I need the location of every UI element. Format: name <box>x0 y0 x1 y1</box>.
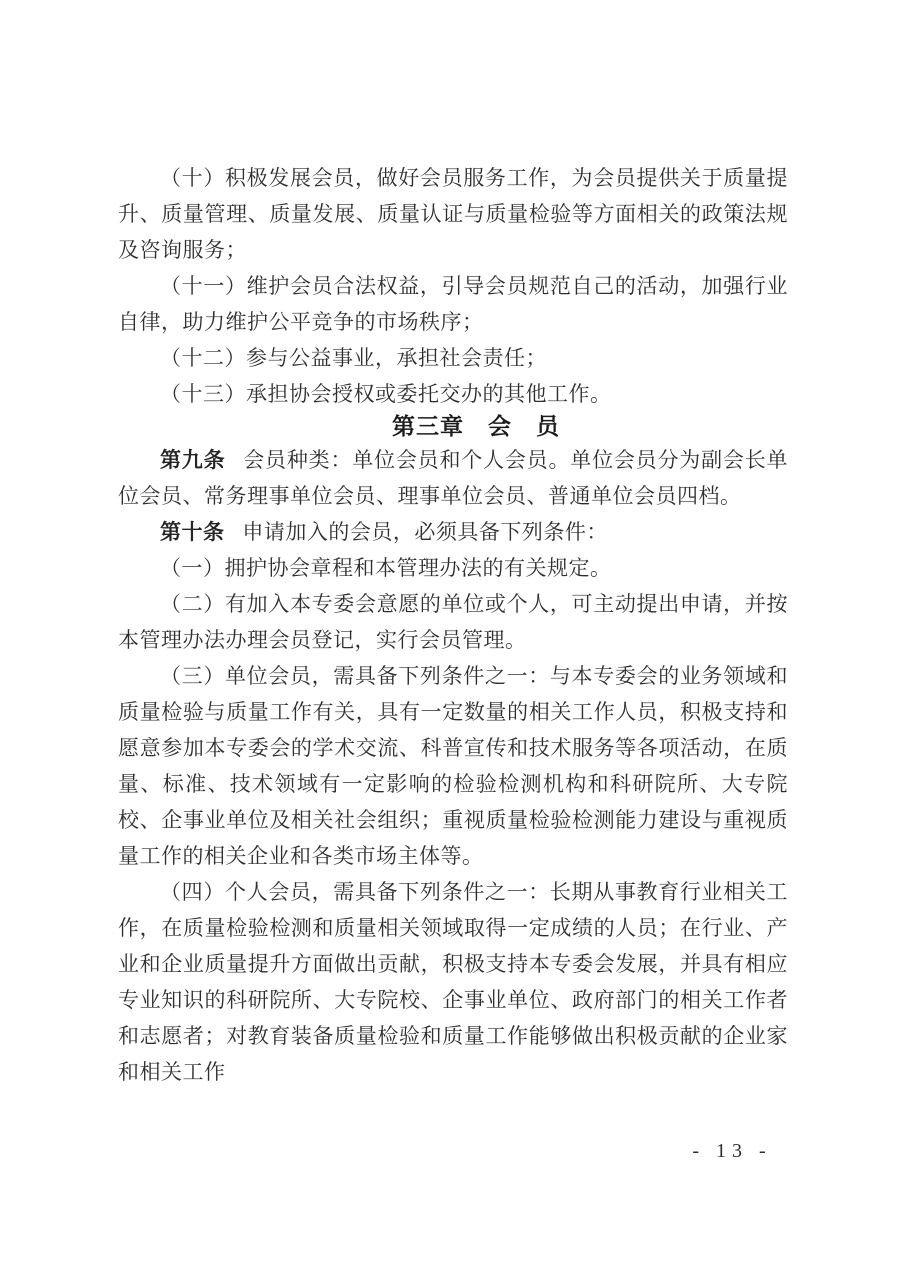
chapter-heading: 第三章 会 员 <box>392 414 560 439</box>
clause-item-12: （十二）参与公益事业，承担社会责任； <box>160 346 547 370</box>
condition-item-2: （二）有加入本专委会意愿的单位或个人，可主动提出申请，并按本管理办法办理会员登记，实行会员管理。 <box>118 592 788 652</box>
article-9-label: 第九条 <box>160 448 226 472</box>
clause-item-11: （十一）维护会员合法权益，引导会员规范自己的活动，加强行业自律，助力维护公平竞争的市场秩序； <box>118 274 788 334</box>
page-number: - 13 - <box>692 1140 772 1162</box>
condition-item-4: （四）个人会员，需具备下列条件之一：长期从事教育行业相关工作，在质量检验检测和质量相关领域取得一定成绩的人员；在行业、产业和企业质量提升方面做出贡献，积极支持本专委会发展，并具有相应专业知识的科研院所、大专院校、企事业单位、政府部门的相关工作者和志愿者；对教育装备质量检验和质量工作能够做出积极贡献的企业家和相关工作 <box>118 880 788 1084</box>
document-content <box>118 160 788 1090</box>
article-10-label: 第十条 <box>160 520 225 544</box>
clause-item-13: （十三）承担协会授权或委托交办的其他工作。 <box>160 382 612 406</box>
clause-item-10: （十）积极发展会员，做好会员服务工作，为会员提供关于质量提升、质量管理、质量发展、质量认证与质量检验等方面相关的政策法规及咨询服务； <box>118 166 788 262</box>
condition-item-1: （一）拥护协会章程和本管理办法的有关规定。 <box>160 556 612 580</box>
article-9 <box>118 442 788 514</box>
condition-item-3: （三）单位会员，需具备下列条件之一：与本专委会的业务领域和质量检验与质量工作有关，具有一定数量的相关工作人员，积极支持和愿意参加本专委会的学术交流、科普宣传和技术服务等各项活动，在质量、标准、技术领域有一定影响的检验检测机构和科研院所、大专院校、企事业单位及相关社会组织；重视质量检验检测能力建设与重视质量工作的相关企业和各类市场主体等。 <box>118 664 788 868</box>
article-10-text: 申请加入的会员，必须具备下列条件： <box>242 520 608 544</box>
article-9-text: 会员种类：单位会员和个人会员。单位会员分为副会长单位会员、常务理事单位会员、理事单位会员、普通单位会员四档。 <box>118 448 788 508</box>
article-10 <box>118 514 788 550</box>
